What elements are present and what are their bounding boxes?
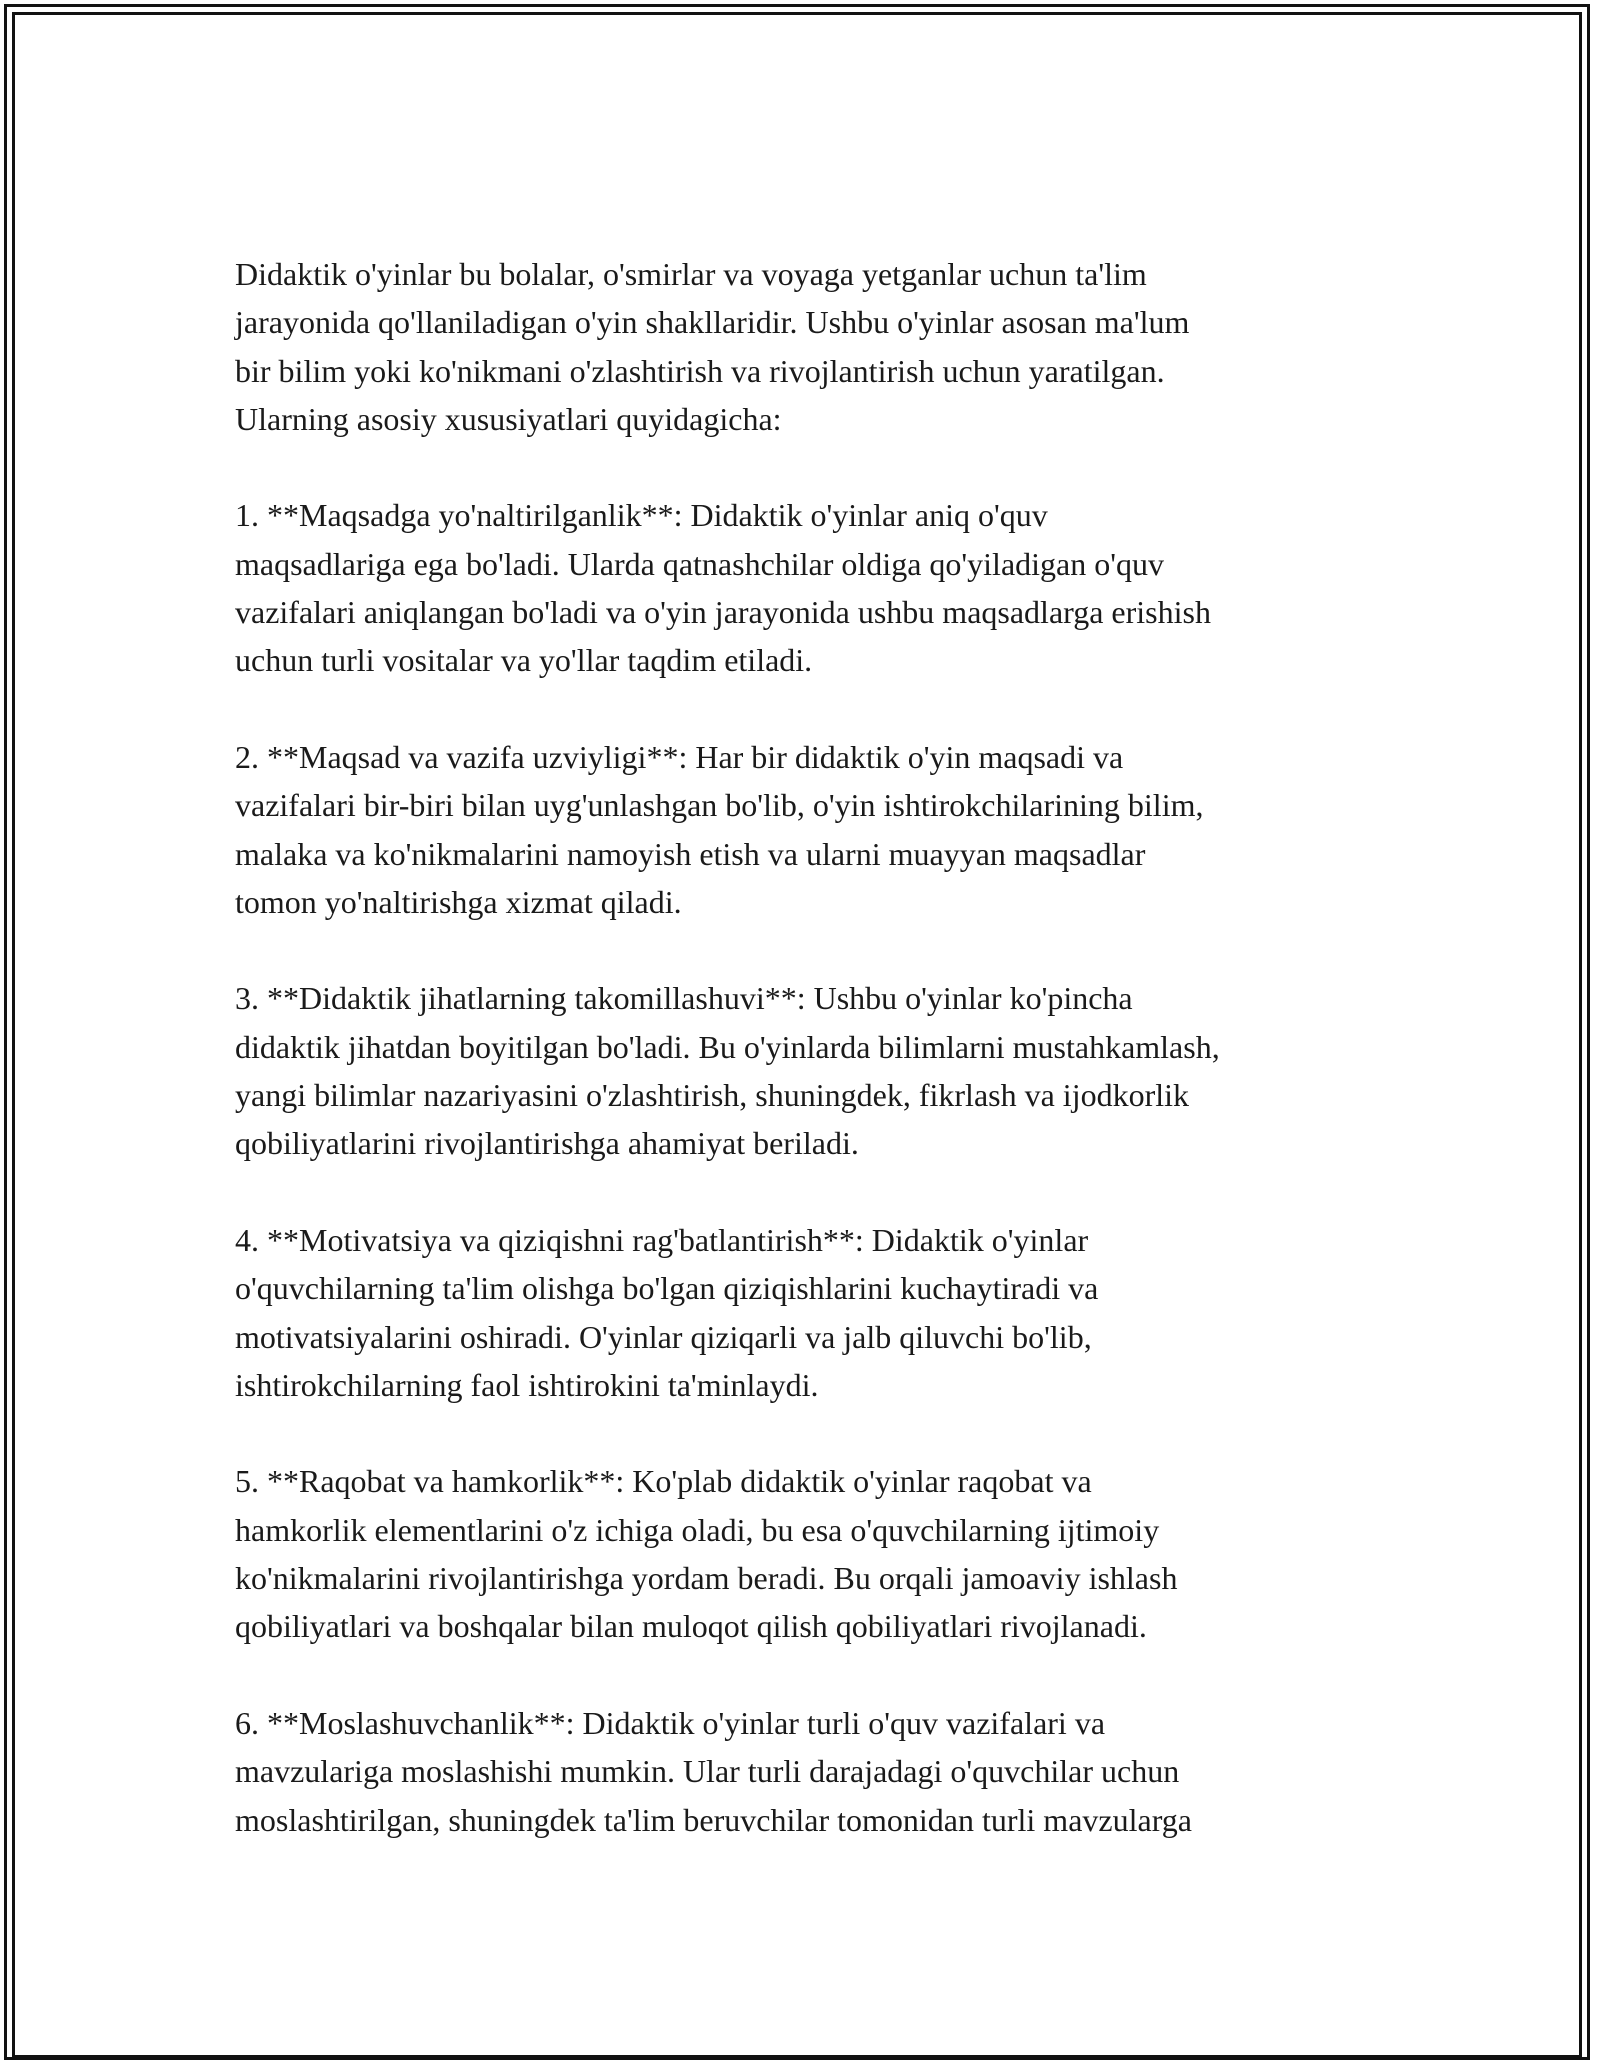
list-item-2: 2. **Maqsad va vazifa uzviyligi**: Har bir didaktik o'yin maqsadi va vazifalari bir-biri bilan uyg'unlashgan bo'lib, o'yin ishtirokchilarining bilim, malaka va ko'nikmalarini namoyish etish va ularni muayyan maqsadlar tomon yo'naltirishga xizmat qiladi. [235, 738, 1204, 920]
intro-paragraph: Didaktik o'yinlar bu bolalar, o'smirlar va voyaga yetganlar uchun ta'lim jarayonida qo'llaniladigan o'yin shakllaridir. Ushbu o'yinlar asosan ma'lum bir bilim yoki ko'nikmani o'zlashtirish va rivojlantirish uchun yaratilgan. Ularning asosiy xususiyatlari quyidagicha: [235, 256, 1190, 437]
list-item-4: 4. **Motivatsiya va qiziqishni rag'batlantirish**: Didaktik o'yinlar o'quvchilarning ta'lim olishga bo'lgan qiziqishlarini kuchaytiradi va motivatsiyalarini oshiradi. O'yinlar qiziqarli va jalb qiluvchi bo'lib, ishtirokchilarning faol ishtirokini ta'minlaydi. [235, 1221, 1099, 1403]
list-item-6: 6. **Moslashuvchanlik**: Didaktik o'yinlar turli o'quv vazifalari va mavzulariga moslashishi mumkin. Ular turli darajadagi o'quvchilar uchun moslashtirilgan, shuningdek ta'lim beruvchilar tomonidan turli mavzularga [235, 1704, 1192, 1838]
list-item-5: 5. **Raqobat va hamkorlik**: Ko'plab didaktik o'yinlar raqobat va hamkorlik elementlarini o'z ichiga oladi, bu esa o'quvchilarning ijtimoiy ko'nikmalarini rivojlantirishga yordam beradi. Bu orqali jamoaviy ishlash qobiliyatlari va boshqalar bilan muloqot qilish qobiliyatlari rivojlanadi. [235, 1463, 1178, 1645]
list-item-3: 3. **Didaktik jihatlarning takomillashuvi**: Ushbu o'yinlar ko'pincha didaktik jihatdan boyitilgan bo'ladi. Bu o'yinlarda bilimlarni mustahkamlash, yangi bilimlar nazariyasini o'zlashtirish, shuningdek, fikrlash va ijodkorlik qobiliyatlarini rivojlantirishga ahamiyat beriladi. [235, 980, 1220, 1162]
list-item-1: 1. **Maqsadga yo'naltirilganlik**: Didaktik o'yinlar aniq o'quv maqsadlariga ega bo'ladi. Ularda qatnashchilar oldiga qo'yiladigan o'quv vazifalari aniqlangan bo'ladi va o'yin jarayonida ushbu maqsadlarga erishish uchun turli vositalar va yo'llar taqdim etiladi. [235, 497, 1211, 679]
document-body [235, 250, 1365, 1844]
